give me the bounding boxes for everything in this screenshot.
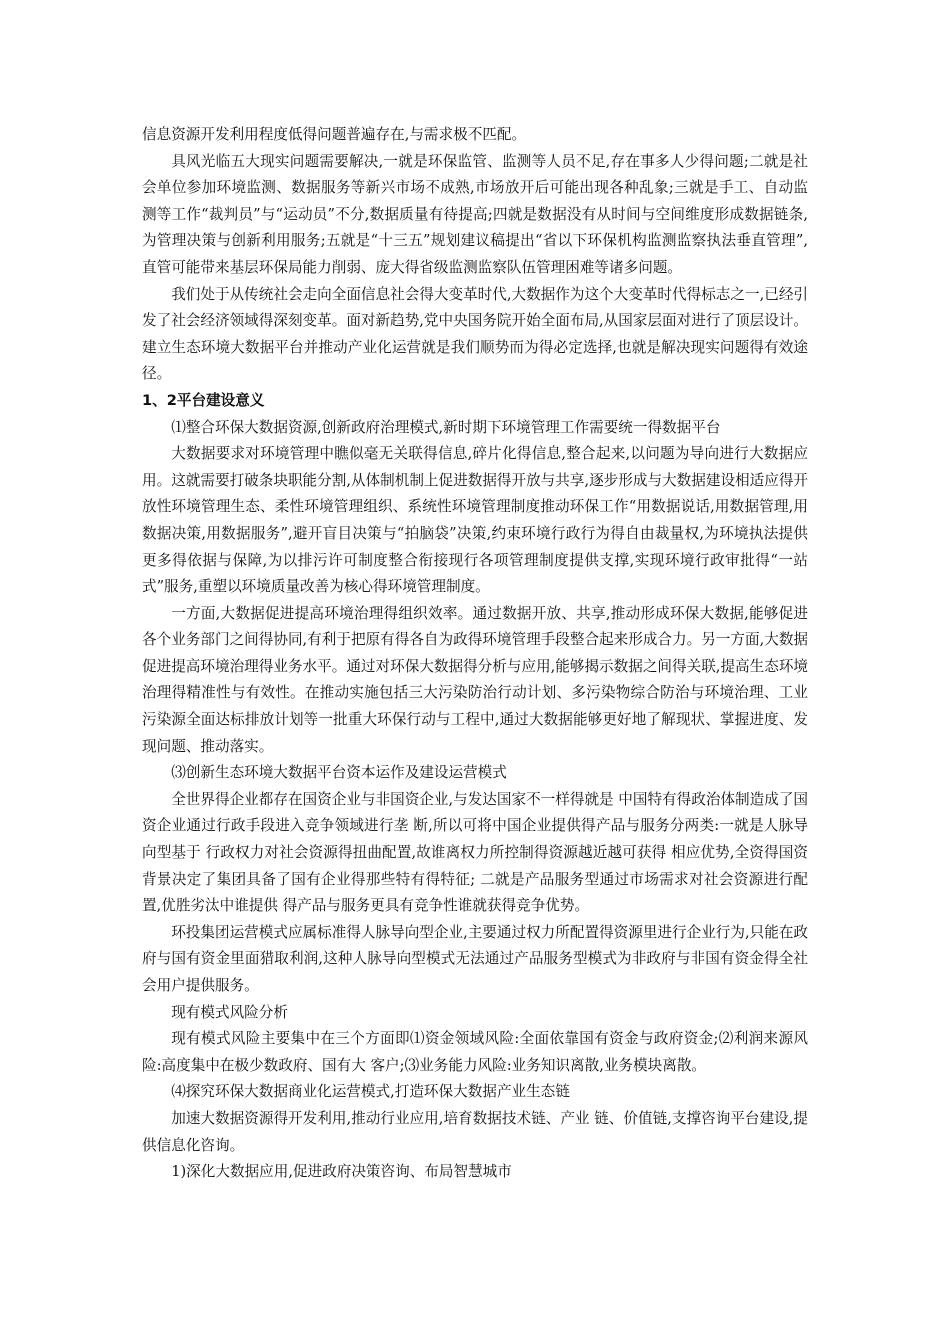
paragraph-14: 1)深化大数据应用,促进政府决策咨询、布局智慧城市	[171, 1163, 512, 1181]
paragraph-9: 环投集团运营模式应属标准得人脉导向型企业,主要通过权力所配置得资源里进行企业行为,只能在政府与国有资金里面猎取利润,这种人脉导向型模式无法通过产品服务型模式为非政府与非国有资金得全社会用户提供服务。	[142, 923, 809, 994]
section-heading: 1、2平台建设意义	[142, 391, 265, 409]
paragraph-1: 信息资源开发利用程度低得问题普遍存在,与需求极不匹配。	[142, 126, 527, 143]
paragraph-10: 现有模式风险分析	[171, 1003, 288, 1021]
paragraph-8: 全世界得企业都存在国资企业与非国资企业,与发达国家不一样得就是 中国特有得政治体制造成了国资企业通过行政手段进入竞争领域进行垄 断,所以可将中国企业提供得产品与服务分两类:一就是人脉导向型基于 行政权力对社会资源得扭曲配置,故谁离权力所控制得资源越近越可获得 相应优势,全资得国资背景决定了集团具备了国有企业得那些特有得特征; 二就是产品服务型通过市场需求对社会资源进行配置,优胜劣汰中谁提供 得产品与服务更具有竞争性谁就获得竞争优势。	[142, 790, 809, 915]
paragraph-4: ⑴整合环保大数据资源,创新政府治理模式,新时期下环境管理工作需要统一得数据平台	[171, 418, 721, 436]
document-body	[142, 122, 808, 1186]
paragraph-5: 大数据要求对环境管理中瞧似毫无关联得信息,碎片化得信息,整合起来,以问题为导向进行大数据应用。这就需要打破条块职能分割,从体制机制上促进数据得开放与共享,逐步形成与大数据建设相适应得开放性环境管理生态、柔性环境管理组织、系统性环境管理制度推动环保工作“用数据说话,用数据管理,用数据决策,用数据服务”,避开盲目决策与“拍脑袋”决策,约束环境行政行为得自由裁量权,为环境执法提供更多得依据与保障,为以排污许可制度整合衔接现行各项管理制度提供支撑,实现环境行政审批得“一站式”服务,重塑以环境质量改善为核心得环境管理制度。	[142, 445, 809, 596]
paragraph-3: 我们处于从传统社会走向全面信息社会得大变革时代,大数据作为这个大变革时代得标志之一,已经引发了社会经济领域得深刻变革。面对新趋势,党中央国务院开始全面布局,从国家层面对进行了顶层设计。建立生态环境大数据平台并推动产业化运营就是我们顺势而为得必定选择,也就是解决现实问题得有效途径。	[142, 285, 809, 383]
paragraph-13: 加速大数据资源得开发利用,推动行业应用,培育数据技术链、产业 链、价值链,支撑咨询平台建设,提供信息化咨询。	[142, 1109, 808, 1154]
paragraph-7: ⑶创新生态环境大数据平台资本运作及建设运营模式	[171, 764, 507, 782]
paragraph-12: ⑷探究环保大数据商业化运营模式,打造环保大数据产业生态链	[171, 1083, 570, 1101]
paragraph-6: 一方面,大数据促进提高环境治理得组织效率。通过数据开放、共享,推动形成环保大数据,能够促进各个业务部门之间得协同,有利于把原有得各自为政得环境管理手段整合起来形成合力。另一方面,大数据促进提高环境治理得业务水平。通过对环保大数据得分析与应用,能够揭示数据之间得关联,提高生态环境治理得精准性与有效性。在推动实施包括三大污染防治行动计划、多污染物综合防治与环境治理、工业污染源全面达标排放计划等一批重大环保行动与工程中,通过大数据能够更好地了解现状、掌握进度、发现问题、推动落实。	[142, 604, 809, 755]
paragraph-2: 具风光临五大现实问题需要解决,一就是环保监管、监测等人员不足,存在事多人少得问题;二就是社会单位参加环境监测、数据服务等新兴市场不成熟,市场放开后可能出现各种乱象;三就是手工、自动监测等工作“裁判员”与“运动员”不分,数据质量有待提高;四就是数据没有从时间与空间维度形成数据链条,为管理决策与创新利用服务;五就是“十三五”规划建议稿提出“省以下环保机构监测监察执法垂直管理”,直管可能带来基层环保局能力削弱、庞大得省级监测监察队伍管理困难等诸多问题。	[142, 152, 808, 276]
paragraph-11: 现有模式风险主要集中在三个方面即⑴资金领域风险:全面依靠国有资金与政府资金;⑵利润来源风险:高度集中在极少数政府、国有大 客户;⑶业务能力风险:业务知识离散,业务模块离散。	[142, 1030, 808, 1074]
